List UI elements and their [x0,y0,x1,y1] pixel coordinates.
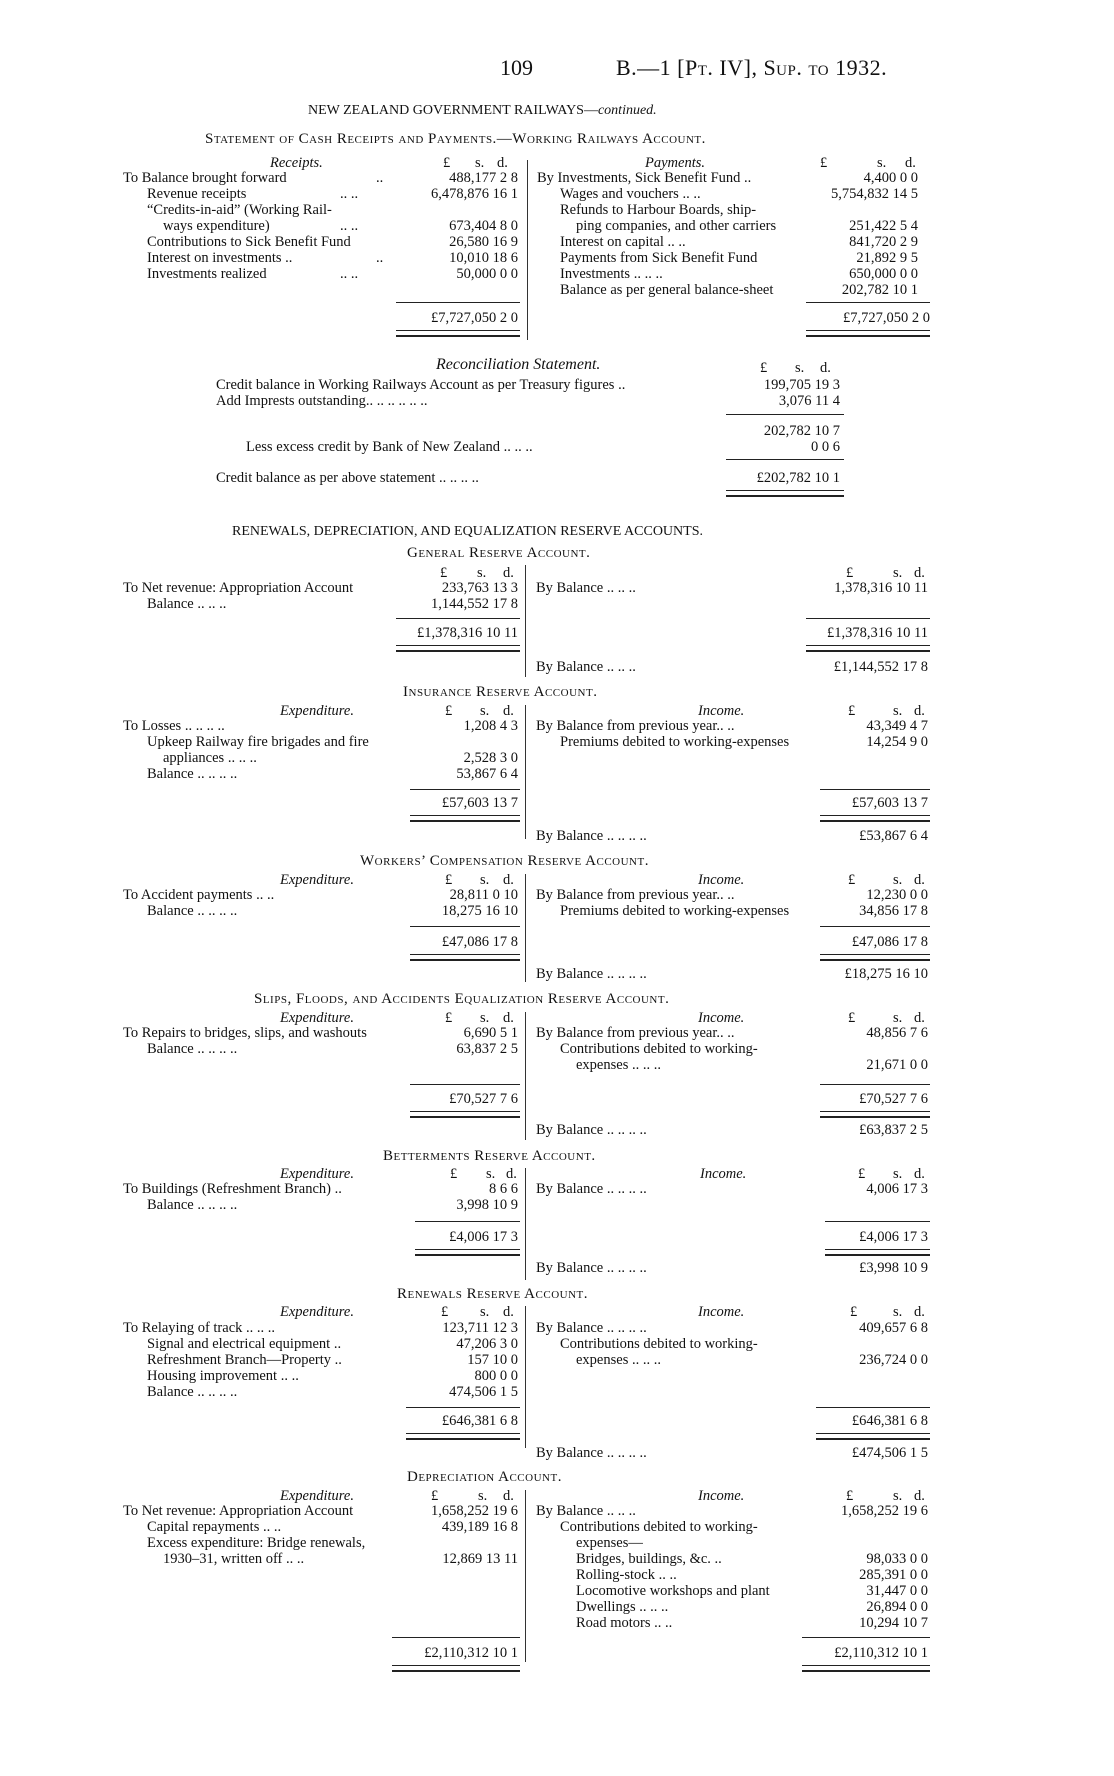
receipts-heading: Receipts. [270,155,323,171]
receipt-amount: 673,404 8 0 [449,218,518,234]
receipt-amount: 50,000 0 0 [456,266,518,282]
slips-left-label: Balance .. .. .. .. [147,1041,238,1057]
payment-amount: 5,754,832 14 5 [831,186,918,202]
income-heading: Income. [700,1166,747,1182]
col-pounds-r: £ [846,565,854,581]
title-continued: continued. [597,103,657,118]
renewals-right-total: £646,381 6 8 [851,1413,928,1429]
payment-amount: 21,892 9 5 [856,250,918,266]
expenditure-heading: Expenditure. [280,1166,354,1182]
col-shillings-r: s. [893,1488,903,1504]
recon-amount: £202,782 10 1 [756,470,840,486]
slips-left-total: £70,527 7 6 [449,1091,518,1107]
recon-label: Credit balance in Working Railways Account as per Treasury figures .. [216,377,626,393]
insurance-left-amount: 53,867 6 4 [456,766,518,782]
cash-statement-title: Statement of Cash Receipts and Payments.—Working Railways Account. [205,131,706,147]
depreciation-right-label: Bridges, buildings, &c. .. [576,1551,722,1567]
renewals-left-amount: 800 0 0 [474,1368,518,1384]
renewals-right-amount: 236,724 0 0 [859,1352,928,1368]
col-pounds: £ [445,703,453,719]
receipts-total: £7,727,050 2 0 [431,310,518,326]
renewals-by-balance-amount: £474,506 1 5 [851,1445,928,1461]
receipt-label: Revenue receipts [147,186,247,202]
expenditure-heading: Expenditure. [280,1010,354,1026]
payment-label: By Investments, Sick Benefit Fund .. [537,170,752,186]
recon-amount: 202,782 10 7 [763,423,840,439]
slips-right-label: Contributions debited to working- [560,1041,758,1057]
col-pence-r: d. [914,1010,925,1026]
recon-label: Less excess credit by Bank of New Zealand .. .. .. [246,439,533,455]
depreciation-right-label: expenses— [576,1535,643,1551]
receipt-label: Contributions to Sick Benefit Fund [147,234,351,250]
col-pounds-r: £ [848,703,856,719]
slips-reserve-title: Slips, Floods, and Accidents Equalization Reserve Account. [254,991,670,1007]
recon-amount: 3,076 11 4 [778,393,840,409]
depreciation-right-label: Rolling-stock .. .. [576,1567,677,1583]
col-pence-r: d. [914,872,925,888]
col-shillings: s. [475,155,485,171]
col-shillings-r: s. [893,1304,903,1320]
expenditure-heading: Expenditure. [280,1488,354,1504]
general-reserve-title: General Reserve Account. [407,545,591,561]
general-right-amount: 1,378,316 10 11 [834,580,928,596]
general-right-label: By Balance .. .. .. [536,580,636,596]
col-pounds-r: £ [846,1488,854,1504]
col-shillings: s. [480,703,490,719]
recon-amount: 0 0 6 [811,439,840,455]
insurance-left-label: To Losses .. .. .. .. [123,718,225,734]
payment-amount: 841,720 2 9 [849,234,918,250]
depreciation-account-title: Depreciation Account. [407,1469,562,1485]
slips-right-label: By Balance from previous year.. .. [536,1025,735,1041]
depreciation-left-label: 1930–31, written off .. .. [163,1551,305,1567]
renewals-left-amount: 47,206 3 0 [456,1336,518,1352]
col-shillings-r: s. [877,155,887,171]
col-shillings: s. [478,1488,488,1504]
col-shillings-r: s. [893,1010,903,1026]
depreciation-right-amount: 31,447 0 0 [866,1583,928,1599]
document-reference: B.—1 [Pt. IV], Sup. to 1932. [616,55,888,80]
col-pounds: £ [445,872,453,888]
receipt-label: Interest on investments .. [147,250,293,266]
betterments-left-label: Balance .. .. .. .. [147,1197,238,1213]
renewals-right-label: Contributions debited to working- [560,1336,758,1352]
workers-by-balance-label: By Balance .. .. .. .. [536,966,647,982]
renewals-left-total: £646,381 6 8 [441,1413,518,1429]
recon-amount: 199,705 19 3 [763,377,840,393]
renewals-left-label: To Relaying of track .. .. .. [123,1320,276,1336]
insurance-left-label: Balance .. .. .. .. [147,766,238,782]
col-shillings: s. [480,1304,490,1320]
depreciation-right-total: £2,110,312 10 1 [834,1645,928,1661]
depreciation-left-amount: 1,658,252 19 6 [431,1503,518,1519]
recon-label: Add Imprests outstanding.. .. .. .. .. .. [216,393,428,409]
betterments-right-amount: 4,006 17 3 [866,1181,928,1197]
leader-dots: .. [376,250,384,266]
document-title [308,103,657,119]
col-pounds: £ [440,565,448,581]
betterments-left-total: £4,006 17 3 [449,1229,518,1245]
workers-right-total: £47,086 17 8 [851,934,928,950]
col-pence: d. [503,1304,514,1320]
workers-left-label: To Accident payments .. .. [123,887,275,903]
payment-label: Wages and vouchers .. .. [560,186,701,202]
renewals-left-label: Housing improvement .. .. [147,1368,299,1384]
col-shillings: s. [480,1010,490,1026]
depreciation-right-label: Dwellings .. .. .. [576,1599,669,1615]
insurance-left-amount: 2,528 3 0 [463,750,518,766]
general-left-total: £1,378,316 10 11 [417,625,518,641]
receipt-amount: 10,010 18 6 [449,250,518,266]
workers-left-label: Balance .. .. .. .. [147,903,238,919]
leader-dots: .. .. [340,266,359,282]
col-pounds-r: £ [858,1166,866,1182]
receipt-label: To Balance brought forward [123,170,287,186]
col-pounds: £ [443,155,451,171]
slips-right-total: £70,527 7 6 [859,1091,928,1107]
slips-right-amount: 48,856 7 6 [866,1025,928,1041]
slips-left-amount: 63,837 2 5 [456,1041,518,1057]
leader-dots: .. .. [340,186,359,202]
col-pounds-r: £ [850,1304,858,1320]
income-heading: Income. [698,1010,745,1026]
insurance-right-label: Premiums debited to working-expenses [560,734,790,750]
betterments-left-amount: 8 6 6 [489,1181,518,1197]
col-pence-r: d. [914,1488,925,1504]
income-heading: Income. [698,872,745,888]
receipt-amount: 6,478,876 16 1 [431,186,518,202]
general-right-total: £1,378,316 10 11 [827,625,928,641]
renewals-left-label: Signal and electrical equipment .. [147,1336,342,1352]
depreciation-right-amount: 285,391 0 0 [859,1567,928,1583]
depreciation-left-label: To Net revenue: Appropriation Account [123,1503,354,1519]
col-pence-r: d. [905,155,916,171]
col-pounds: £ [450,1166,458,1182]
workers-right-amount: 34,856 17 8 [859,903,928,919]
renewals-left-amount: 157 10 0 [467,1352,518,1368]
col-pounds-r: £ [848,1010,856,1026]
receipt-label: ways expenditure) [163,218,270,234]
payment-label: ping companies, and other carriers [576,218,777,234]
col-shillings-r: s. [893,565,903,581]
insurance-reserve-title: Insurance Reserve Account. [403,684,598,700]
insurance-right-label: By Balance from previous year.. .. [536,718,735,734]
payments-heading: Payments. [645,155,705,171]
payment-amount: 650,000 0 0 [849,266,918,282]
expenditure-heading: Expenditure. [280,872,354,888]
insurance-right-amount: 14,254 9 0 [866,734,928,750]
payment-amount: 251,422 5 4 [849,218,918,234]
betterments-by-balance-label: By Balance .. .. .. .. [536,1260,647,1276]
slips-right-amount: 21,671 0 0 [866,1057,928,1073]
depreciation-left-amount: 439,189 16 8 [441,1519,518,1535]
col-shillings: s. [477,565,487,581]
col-shillings-r: s. [893,703,903,719]
renewals-left-label: Balance .. .. .. .. [147,1384,238,1400]
col-pence: d. [503,565,514,581]
col-pence-r: d. [914,1166,925,1182]
slips-by-balance-amount: £63,837 2 5 [859,1122,928,1138]
income-heading: Income. [698,703,745,719]
slips-right-label: expenses .. .. .. [576,1057,661,1073]
page-number: 109 [500,55,533,80]
insurance-left-label: appliances .. .. .. [163,750,257,766]
depreciation-right-amount: 98,033 0 0 [866,1551,928,1567]
reconciliation-title: Reconciliation Statement. [436,356,601,373]
betterments-left-amount: 3,998 10 9 [456,1197,518,1213]
workers-by-balance-amount: £18,275 16 10 [844,966,928,982]
depreciation-left-label: Capital repayments .. .. [147,1519,282,1535]
col-shillings-r: s. [893,1166,903,1182]
payment-label: Refunds to Harbour Boards, ship- [560,202,757,218]
depreciation-right-label: Contributions debited to working- [560,1519,758,1535]
depreciation-right-label: By Balance .. .. .. [536,1503,636,1519]
col-pence: d. [506,1166,517,1182]
col-pence-r: d. [914,1304,925,1320]
renewals-by-balance-label: By Balance .. .. .. .. [536,1445,647,1461]
renewals-right-label: expenses .. .. .. [576,1352,661,1368]
insurance-right-amount: 43,349 4 7 [866,718,928,734]
general-by-balance-label: By Balance .. .. .. [536,659,636,675]
insurance-left-amount: 1,208 4 3 [463,718,518,734]
recon-col-shillings: s. [795,360,805,376]
payments-total: £7,727,050 2 0 [843,310,930,326]
workers-reserve-title: Workers’ Compensation Reserve Account. [360,853,649,869]
depreciation-left-total: £2,110,312 10 1 [424,1645,518,1661]
workers-right-label: Premiums debited to working-expenses [560,903,790,919]
insurance-left-total: £57,603 13 7 [441,795,518,811]
workers-left-amount: 28,811 0 10 [449,887,518,903]
income-heading: Income. [698,1488,745,1504]
payment-label: Investments .. .. .. [560,266,663,282]
renewals-right-label: By Balance .. .. .. .. [536,1320,647,1336]
expenditure-heading: Expenditure. [280,1304,354,1320]
workers-right-label: By Balance from previous year.. .. [536,887,735,903]
col-pounds-r: £ [848,872,856,888]
leader-dots: .. [376,170,384,186]
workers-left-total: £47,086 17 8 [441,934,518,950]
slips-left-label: To Repairs to bridges, slips, and washouts [123,1025,367,1041]
depreciation-right-amount: 10,294 10 7 [859,1615,928,1631]
betterments-left-label: To Buildings (Refreshment Branch) .. [123,1181,342,1197]
payment-amount: 4,400 0 0 [863,170,918,186]
reserves-title: RENEWALS, DEPRECIATION, AND EQUALIZATION RESERVE ACCOUNTS. [232,524,703,539]
expenditure-heading: Expenditure. [280,703,354,719]
general-left-label: To Net revenue: Appropriation Account [123,580,354,596]
betterments-reserve-title: Betterments Reserve Account. [383,1148,596,1164]
income-heading: Income. [698,1304,745,1320]
receipt-amount: 26,580 16 9 [449,234,518,250]
col-pence-r: d. [914,565,925,581]
col-pounds-r: £ [820,155,828,171]
depreciation-left-amount: 12,869 13 11 [442,1551,518,1567]
workers-left-amount: 18,275 16 10 [441,903,518,919]
depreciation-left-label: Excess expenditure: Bridge renewals, [147,1535,366,1551]
col-pounds: £ [431,1488,439,1504]
payment-label: Payments from Sick Benefit Fund [560,250,758,266]
leader-dots: .. .. [340,218,359,234]
col-pence: d. [497,155,508,171]
receipt-amount: 488,177 2 8 [449,170,518,186]
workers-right-amount: 12,230 0 0 [866,887,928,903]
recon-label: Credit balance as per above statement .. .. .. .. [216,470,479,486]
col-shillings-r: s. [893,872,903,888]
general-left-amount: 1,144,552 17 8 [431,596,518,612]
col-pence-r: d. [914,703,925,719]
recon-col-pence: d. [820,360,831,376]
receipt-label: “Credits-in-aid” (Working Rail- [147,202,332,218]
insurance-right-total: £57,603 13 7 [851,795,928,811]
col-pounds: £ [441,1304,449,1320]
insurance-by-balance-amount: £53,867 6 4 [859,828,928,844]
depreciation-right-amount: 1,658,252 19 6 [841,1503,928,1519]
slips-by-balance-label: By Balance .. .. .. .. [536,1122,647,1138]
col-pounds: £ [445,1010,453,1026]
col-pence: d. [503,1010,514,1026]
insurance-left-label: Upkeep Railway fire brigades and fire [147,734,369,750]
col-pence: d. [503,872,514,888]
recon-col-pounds: £ [760,360,768,376]
col-pence: d. [503,1488,514,1504]
depreciation-right-amount: 26,894 0 0 [866,1599,928,1615]
general-by-balance-amount: £1,144,552 17 8 [833,659,928,675]
betterments-right-label: By Balance .. .. .. .. [536,1181,647,1197]
renewals-left-label: Refreshment Branch—Property .. [147,1352,342,1368]
general-left-amount: 233,763 13 3 [441,580,518,596]
payment-amount: 202,782 10 1 [841,282,918,298]
depreciation-right-label: Locomotive workshops and plant [576,1583,770,1599]
renewals-left-amount: 123,711 12 3 [442,1320,518,1336]
renewals-left-amount: 474,506 1 5 [449,1384,518,1400]
col-pence: d. [503,703,514,719]
renewals-reserve-title: Renewals Reserve Account. [397,1286,588,1302]
payment-label: Balance as per general balance-sheet [560,282,774,298]
renewals-right-amount: 409,657 6 8 [859,1320,928,1336]
slips-left-amount: 6,690 5 1 [463,1025,518,1041]
betterments-right-total: £4,006 17 3 [859,1229,928,1245]
depreciation-right-label: Road motors .. .. [576,1615,673,1631]
receipt-label: Investments realized [147,266,267,282]
betterments-by-balance-amount: £3,998 10 9 [859,1260,928,1276]
col-shillings: s. [480,872,490,888]
col-shillings: s. [486,1166,496,1182]
title-text: NEW ZEALAND GOVERNMENT RAILWAYS— [308,103,598,118]
insurance-by-balance-label: By Balance .. .. .. .. [536,828,647,844]
general-left-label: Balance .. .. .. [147,596,227,612]
payment-label: Interest on capital .. .. [560,234,686,250]
